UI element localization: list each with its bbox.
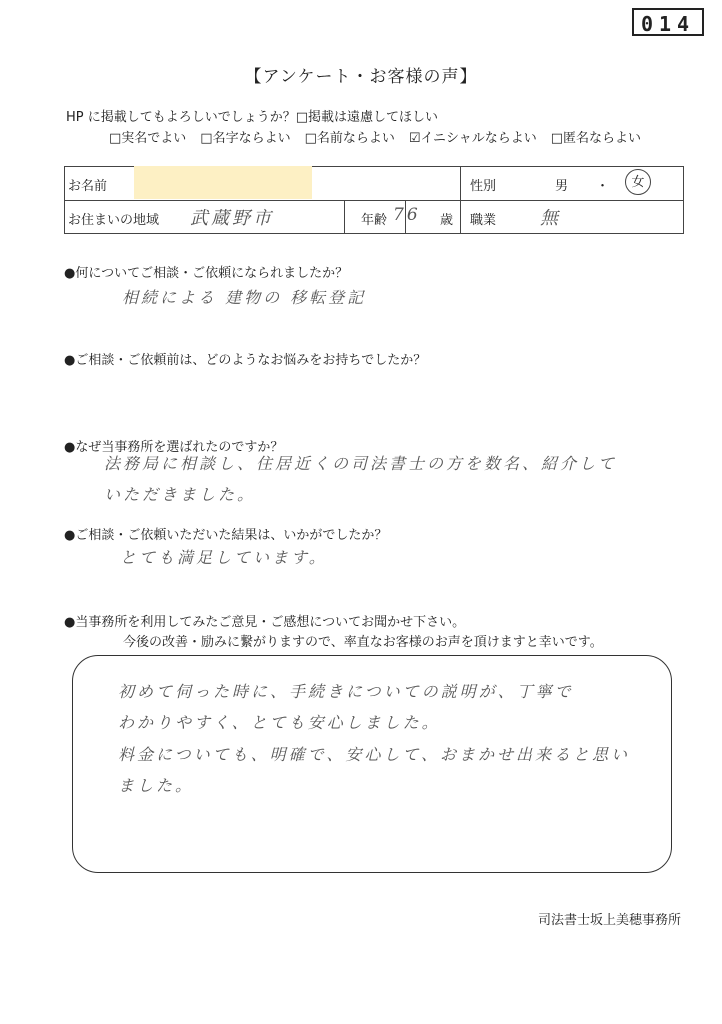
feedback-subtext: 今後の改善・励みに繋がりますので、率直なお客様のお声を頂けますと幸いです。 bbox=[123, 635, 603, 650]
age-value: 76 bbox=[393, 205, 421, 225]
gender-label: 性別 bbox=[470, 179, 497, 194]
question-3: ●なぜ当事務所を選ばれたのですか？ bbox=[64, 440, 284, 455]
question-2: ●ご相談・ご依頼前は、どのようなお悩みをお持ちでしたか？ bbox=[64, 353, 427, 368]
job-value: 無 bbox=[540, 208, 561, 229]
consent-decline-option[interactable]: □掲載は遠慮してほしい bbox=[295, 110, 439, 125]
name-redaction bbox=[134, 166, 312, 199]
feedback-line-1: 初めて伺った時に、手続きについての説明が、丁寧で bbox=[118, 682, 574, 701]
consent-option-real-name[interactable]: □実名でよい bbox=[109, 131, 187, 146]
answer-3-line-2: いただきました。 bbox=[104, 485, 257, 504]
office-name: 司法書士坂上美穂事務所 bbox=[538, 913, 682, 928]
job-label: 職業 bbox=[470, 213, 497, 228]
consent-option-first-name[interactable]: □名前ならよい bbox=[304, 131, 395, 146]
area-value: 武蔵野市 bbox=[190, 208, 274, 229]
feedback-question: ●当事務所を利用してみたご意見・ご感想についてお聞かせ下さい。 bbox=[64, 615, 466, 630]
feedback-line-3: 料金についても、明確で、安心して、おまかせ出来ると思い bbox=[118, 745, 631, 764]
consent-options bbox=[109, 127, 709, 146]
name-label: お名前 bbox=[68, 179, 108, 194]
question-1: ●何についてご相談・ご依頼になられましたか？ bbox=[64, 266, 349, 281]
table-divider bbox=[344, 200, 345, 233]
answer-4-line-1: とても満足しています。 bbox=[120, 548, 328, 567]
age-label: 年齢 bbox=[361, 213, 388, 228]
age-unit: 歳 bbox=[440, 213, 454, 228]
table-divider bbox=[460, 167, 461, 233]
page-title: 【アンケート・お客様の声】 bbox=[244, 67, 478, 87]
feedback-line-4: ました。 bbox=[118, 776, 195, 795]
consent-question-text: HP に掲載してもよろしいでしょうか？ bbox=[66, 110, 296, 125]
consent-option-family-name[interactable]: □名字ならよい bbox=[200, 131, 291, 146]
answer-3-line-1: 法務局に相談し、住居近くの司法書士の方を数名、紹介して bbox=[104, 454, 618, 473]
question-4: ●ご相談・ご依頼いただいた結果は、いかがでしたか？ bbox=[64, 528, 388, 543]
gender-separator: ・ bbox=[596, 179, 610, 194]
gender-female-circled: 女 bbox=[625, 169, 651, 195]
consent-question bbox=[66, 106, 438, 125]
feedback-line-2: わかりやすく、とても安心しました。 bbox=[118, 713, 441, 732]
area-label: お住まいの地域 bbox=[68, 213, 160, 228]
consent-option-anonymous[interactable]: □匿名ならよい bbox=[550, 131, 642, 146]
consent-option-initials[interactable]: ☑イニシャルならよい bbox=[408, 131, 537, 146]
table-divider bbox=[65, 200, 683, 201]
gender-male: 男 bbox=[555, 179, 569, 194]
answer-1-line-1: 相続による 建物の 移転登記 bbox=[122, 288, 367, 307]
document-number: 014 bbox=[632, 8, 704, 36]
